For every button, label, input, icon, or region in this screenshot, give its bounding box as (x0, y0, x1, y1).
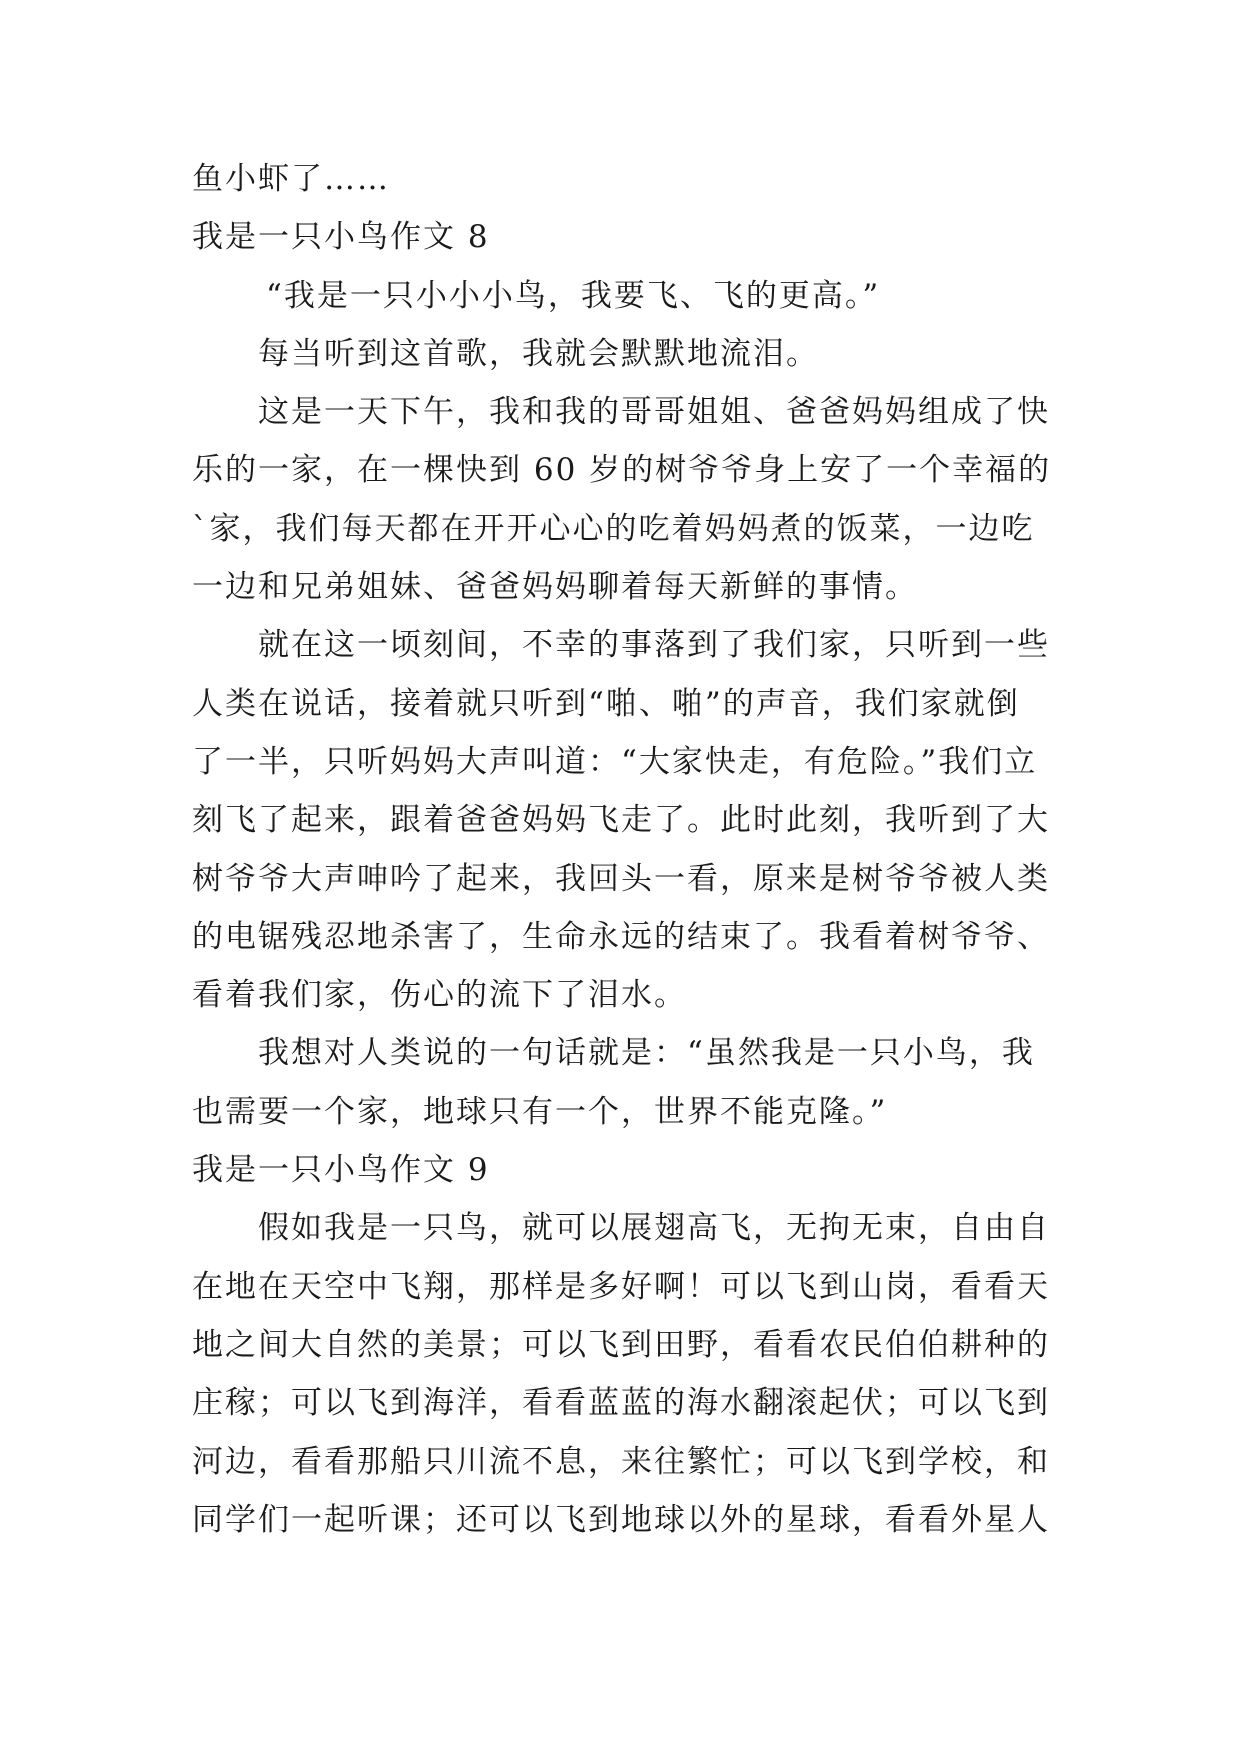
text-line: 庄稼；可以飞到海洋，看看蓝蓝的海水翻滚起伏；可以飞到 (192, 1385, 1050, 1422)
text-line: 一边和兄弟姐妹、爸爸妈妈聊着每天新鲜的事情。 (192, 569, 918, 606)
text-line: 地之间大自然的美景；可以飞到田野，看看农民伯伯耕种的 (192, 1326, 1050, 1363)
text-line: 同学们一起听课；还可以飞到地球以外的星球，看看外星人 (192, 1501, 1050, 1538)
text-line: 树爷爷大声呻吟了起来，我回头一看，原来是树爷爷被人类 (192, 860, 1050, 897)
text-line: 在地在天空中飞翔，那样是多好啊！可以飞到山岗，看看天 (192, 1268, 1050, 1305)
text-line: 每当听到这首歌，我就会默默地流泪。 (258, 335, 819, 372)
text-line: “我是一只小小小鸟，我要飞、飞的更高。” (266, 277, 881, 314)
text-line: 的电锯残忍地杀害了，生命永远的结束了。我看着树爷爷、 (192, 918, 1050, 955)
text-line: 这是一天下午，我和我的哥哥姐姐、爸爸妈妈组成了快 (258, 394, 1050, 431)
text-line: 假如我是一只鸟，就可以展翅高飞，无拘无束，自由自 (258, 1210, 1050, 1247)
text-line: 刻飞了起来，跟着爸爸妈妈飞走了。此时此刻，我听到了大 (192, 802, 1050, 839)
text-line: 鱼小虾了…… (192, 161, 390, 197)
text-line: 就在这一顷刻间，不幸的事落到了我们家，只听到一些 (258, 627, 1050, 664)
document-body (192, 150, 1062, 1549)
section-heading: 我是一只小鸟作文 8 (192, 219, 490, 256)
text-line: 河边，看看那船只川流不息，来往繁忙；可以飞到学校，和 (192, 1443, 1050, 1480)
text-line: 人类在说话，接着就只听到“啪、啪”的声音，我们家就倒 (192, 685, 1020, 722)
text-line: 也需要一个家，地球只有一个，世界不能克隆。” (192, 1093, 888, 1130)
text-line: 我想对人类说的一句话就是：“虽然我是一只小鸟，我 (258, 1035, 1035, 1072)
text-line: 乐的一家，在一棵快到 60 岁的树爷爷身上安了一个幸福的 (192, 452, 1052, 489)
text-line: `家，我们每天都在开开心心的吃着妈妈煮的饭菜，一边吃 (192, 510, 1035, 547)
text-line: 看着我们家，伤心的流下了泪水。 (192, 977, 687, 1014)
section-heading: 我是一只小鸟作文 9 (192, 1152, 490, 1189)
text-line: 了一半，只听妈妈大声叫道：“大家快走，有危险。”我们立 (192, 743, 1038, 780)
